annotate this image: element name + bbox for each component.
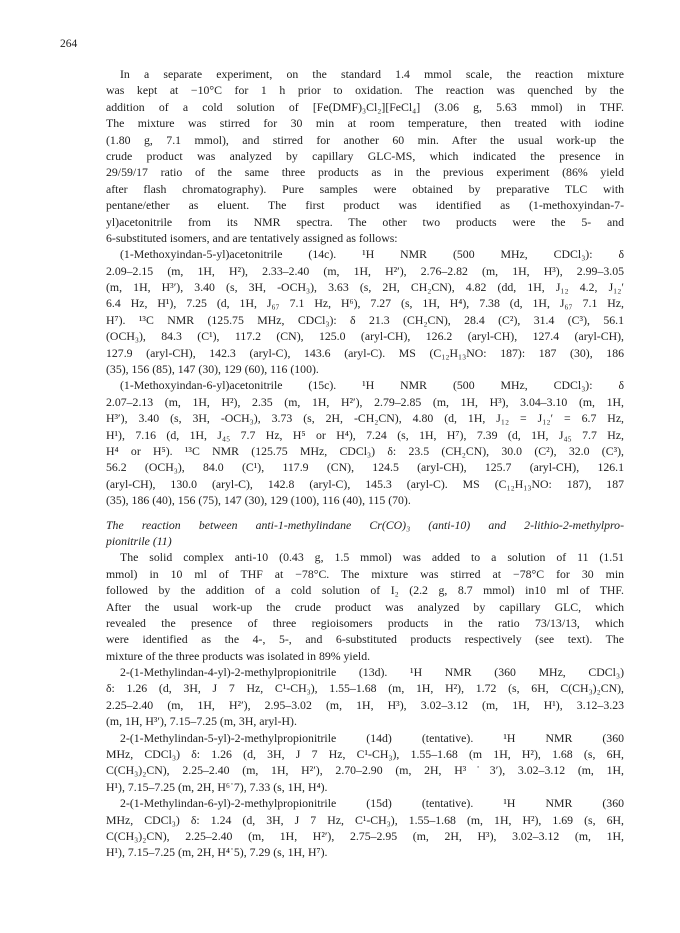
text-line: H¹), 7.15–7.25 (m, 2H, H⁴˙5), 7.29 (s, 1H, H⁷).: [106, 845, 328, 860]
text-line: 6-substituted isomers, and are tentatively assigned as follows:: [106, 230, 398, 245]
text-line: 2.07–2.13 (m, 1H, H²), 2.35 (m, 1H, H²′), 2.79–2.85 (m, 1H, H³), 3.04–3.10 (m, 1H,: [106, 394, 624, 409]
text-line: were identified as the 4-, 5-, and 6-substituted products respectively (see text). The: [106, 632, 624, 647]
text-line: 2-(1-Methylindan-4-yl)-2-methylpropionitrile (13d). ¹H NMR (360 MHz, CDCl₃): [120, 665, 624, 680]
text-line: 6.4 Hz, H¹), 7.25 (d, 1H, J₆₇ 7.1 Hz, H⁶), 7.27 (s, 1H, H⁴), 7.38 (d, 1H, J₆₇ 7.1 Hz,: [106, 296, 624, 311]
text-line: yl)acetonitrile from its NMR spectra. The other two products were the 5- and: [106, 214, 624, 229]
text-line: MHz, CDCl₃) δ: 1.24 (d, 3H, J 7 Hz, C¹-CH₃), 1.55–1.68 (m, 1H, H²), 1.69 (s, 6H,: [106, 812, 624, 827]
text-line: after flash chromatography). Pure samples were obtained by preparative TLC with: [106, 181, 624, 196]
text-line: H⁴ or H⁵). ¹³C NMR (125.75 MHz, CDCl₃) δ: 23.5 (CH₂CN), 30.0 (C²), 32.0 (C³),: [106, 443, 624, 458]
text-line: H⁷). ¹³C NMR (125.75 MHz, CDCl₃): δ 21.3 (CH₂CN), 28.4 (C²), 31.4 (C³), 56.1: [106, 312, 624, 327]
text-line: 56.2 (OCH₃), 84.0 (C¹), 117.9 (CN), 124.5 (aryl-CH), 125.7 (aryl-CH), 126.1: [106, 460, 624, 475]
text-line: 2-(1-Methylindan-6-yl)-2-methylpropionitrile (15d) (tentative). ¹H NMR (360: [120, 796, 624, 811]
text-line: (1-Methoxyindan-6-yl)acetonitrile (15c). ¹H NMR (500 MHz, CDCl₃): δ: [120, 378, 624, 393]
text-line: C(CH₃)₂CN), 2.25–2.40 (m, 1H, H²′), 2.70–2.90 (m, 2H, H³˙3′), 3.02–3.12 (m, 1H,: [106, 763, 624, 778]
text-line: (m, 1H, H³′), 3.40 (s, 3H, -OCH₃), 3.63 (s, 2H, CH₂CN), 4.82 (dd, 1H, J₁₂ 4.2, J₁₂′: [106, 280, 624, 295]
page-number: 264: [60, 38, 78, 50]
text-line: followed by the addition of a cold solution of I₂ (2.2 g, 8.7 mmol) in10 ml of THF.: [106, 583, 624, 598]
text-line: (1.80 g, 7.1 mmol), and stirred for another 60 min. After the usual work-up the: [106, 132, 624, 147]
text-line: The reaction between anti-1-methylindane Cr(CO)₃ (anti-10) and 2-lithio-2-methylpro-: [106, 517, 624, 532]
text-line: δ: 1.26 (d, 3H, J 7 Hz, C¹-CH₃), 1.55–1.68 (m, 1H, H²), 1.72 (s, 6H, C(CH₃)₂CN),: [106, 681, 624, 696]
text-line: H¹), 7.15–7.25 (m, 2H, H⁶˙7), 7.33 (s, 1H, H⁴).: [106, 779, 328, 794]
text-line: 127.9 (aryl-CH), 142.3 (aryl-C), 143.6 (aryl-C). MS (C₁₂H₁₃NO: 187): 187 (30), 186: [106, 345, 624, 360]
text-line: The mixture was stirred for 30 min at room temperature, then treated with iodine: [106, 116, 624, 131]
text-column: [106, 66, 624, 861]
text-line: mmol) in 10 ml of THF at −78°C. The mixture was stirred at −78°C for 30 min: [106, 566, 624, 581]
text-line: C(CH₃)₂CN), 2.25–2.40 (m, 1H, H²′), 2.75–2.95 (m, 2H, H³), 3.02–3.12 (m, 1H,: [106, 828, 624, 843]
text-line: revealed the presence of three regioisomers products in the ratio 73/13/13, which: [106, 615, 624, 630]
section-gap: [106, 509, 624, 517]
text-line: mixture of the three products was isolated in 89% yield.: [106, 648, 371, 663]
text-line: The solid complex anti-10 (0.43 g, 1.5 mmol) was added to a solution of 11 (1.51: [120, 550, 624, 565]
text-line: (1-Methoxyindan-5-yl)acetonitrile (14c). ¹H NMR (500 MHz, CDCl₃): δ: [120, 247, 624, 262]
text-line: 29/59/17 ratio of the same three products as in the previous experiment (86% yield: [106, 165, 624, 180]
text-line: MHz, CDCl₃) δ: 1.26 (d, 3H, J 7 Hz, C¹-CH₃), 1.55–1.68 (m 1H, H²), 1.68 (s, 6H,: [106, 747, 624, 762]
text-line: 2.09–2.15 (m, 1H, H²), 2.33–2.40 (m, 1H, H²′), 2.76–2.82 (m, 1H, H³), 2.99–3.05: [106, 263, 624, 278]
text-line: (35), 156 (85), 147 (30), 129 (60), 116 (100).: [106, 362, 319, 377]
text-line: H³′), 3.40 (s, 3H, -OCH₃), 3.73 (s, 2H, -CH₂CN), 4.80 (d, 1H, J₁₂ = J₁₂′ = 6.7 Hz,: [106, 411, 624, 426]
text-line: 2.25–2.40 (m, 1H, H²′), 2.95–3.02 (m, 1H, H³), 3.02–3.12 (m, 1H, H¹), 3.12–3.23: [106, 697, 624, 712]
text-line: (aryl-CH), 130.0 (aryl-C), 142.8 (aryl-C), 145.3 (aryl-C). MS (C₁₂H₁₃NO: 187), 187: [106, 476, 624, 491]
text-line: (OCH₃), 84.3 (C¹), 117.2 (CN), 125.0 (aryl-CH), 126.2 (aryl-CH), 127.4 (aryl-CH),: [106, 329, 624, 344]
text-line: In a separate experiment, on the standard 1.4 mmol scale, the reaction mixture: [120, 67, 624, 81]
text-line: crude product was analyzed by capillary GLC-MS, which indicated the presence in: [106, 148, 624, 163]
text-line: 2-(1-Methylindan-5-yl)-2-methylpropionitrile (14d) (tentative). ¹H NMR (360: [120, 730, 624, 745]
text-line: pentane/ether as eluent. The first product was identified as (1-methoxyindan-7-: [106, 198, 624, 213]
text-line: After the usual work-up the crude product was analyzed by capillary GLC, which: [106, 599, 624, 614]
text-line: pionitrile (11): [106, 533, 172, 548]
text-line: (35), 186 (40), 156 (75), 147 (30), 129 (100), 116 (40), 115 (70).: [106, 493, 411, 508]
text-line: addition of a cold solution of [Fe(DMF)₃Cl₂][FeCl₄] (3.06 g, 5.63 mmol) in THF.: [106, 99, 624, 114]
text-line: (m, 1H, H³′), 7.15–7.25 (m, 3H, aryl-H).: [106, 714, 297, 729]
text-line: H¹), 7.16 (d, 1H, J₄₅ 7.7 Hz, H⁵ or H⁴), 7.24 (s, 1H, H⁷), 7.39 (d, 1H, J₄₅ 7.7 Hz,: [106, 427, 624, 442]
text-line: was kept at −10°C for 1 h prior to oxidation. The reaction was quenched by the: [106, 83, 624, 98]
